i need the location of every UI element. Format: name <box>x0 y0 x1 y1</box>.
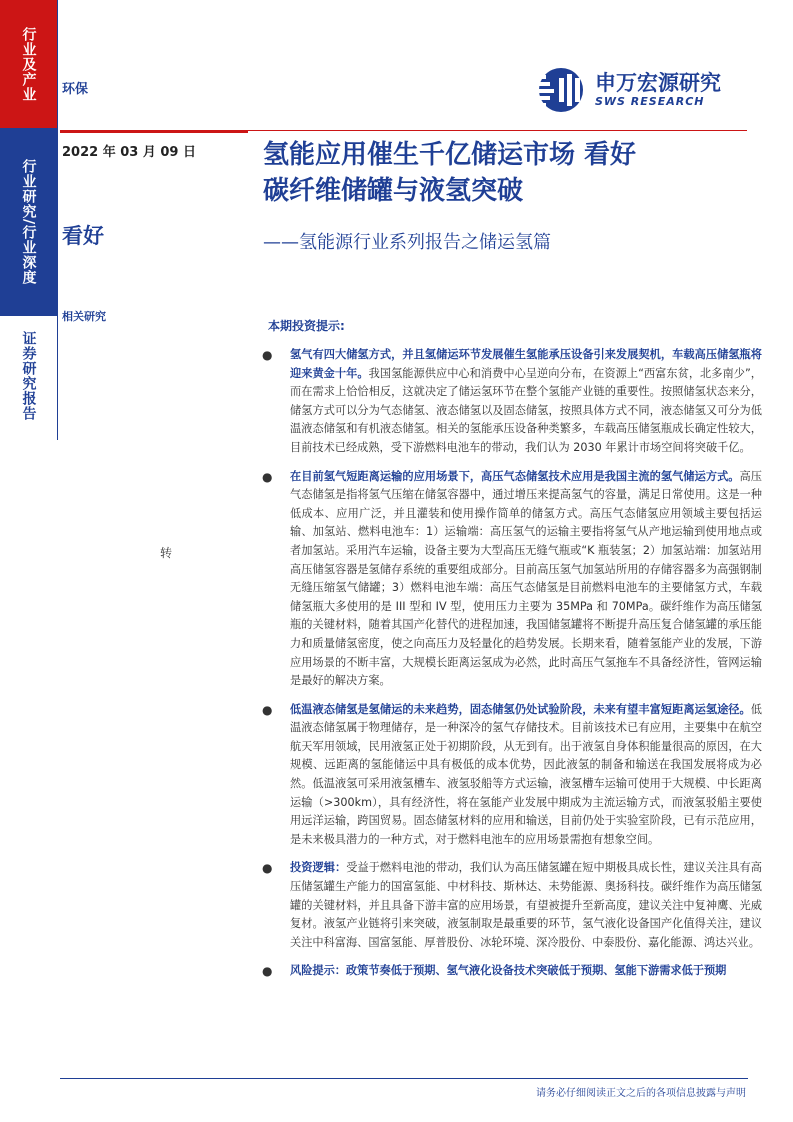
tip-bold: 低温液态储氢是氢储运的未来趋势，固态储氢仍处试验阶段，未来有望丰富短距离运氢途径。 <box>290 702 751 716</box>
logo-en-text: SWS RESEARCH <box>595 95 705 108</box>
related-research-placeholder: 转 <box>160 546 173 560</box>
logo-cn-text: 申万宏源研究 <box>595 71 721 95</box>
investment-tips-list <box>262 346 762 981</box>
bullet-icon: ● <box>262 348 273 362</box>
sidebar-tab-industry <box>0 0 57 128</box>
sidebar-divider <box>57 0 58 440</box>
sidebar-tab-report-label: 证券研究报告 <box>20 331 37 421</box>
rating-label: 看好 <box>62 224 104 248</box>
tip-item <box>262 701 762 850</box>
sidebar-tab-research-type-label: 行业研究/行业深度 <box>20 158 37 286</box>
report-title-line1: 氢能应用催生千亿储运市场 看好 <box>263 140 637 170</box>
bullet-icon: ● <box>262 964 273 979</box>
report-date: 2022 年 03 月 09 日 <box>62 145 196 160</box>
tip-text: 高压气态储氢是指将氢气压缩在储氢容器中，通过增压来提高氢气的容量，满足日常使用。这是一种低成本、应用广泛，并且灌装和使用操作简单的储氢方式。高压气态储氢应用领域主要包括运输、加氢站、燃料电池车：1）运输端：高压氢气的运输主要指将氢气从产地运输到使用地点或者加氢站。采用汽车运输，设备主要为大型高压无缝气瓶或“K 瓶装氢；2）加氢站端：加氢站用高压储氢容器是氢储存系统的重要组成部分。目前高压氢气加氢站所用的存储容器多为高强钢制无缝压缩氢气储罐；3）燃料电池车端：高压气态储氢是目前燃料电池车的主要储氢方式，车载储氢瓶大多使用的是 III 型和 IV 型，使用压力主要为 35MPa 和 70MPa。碳纤维作为高压储氢瓶的关键材料，随着其国产化替代的进程加速，我国储氢罐将不断提升高压复合储氢罐的承压能力和质量储氢密度，使之向高压力及轻量化的趋势发展。长期来看，随着氢能产业的发展，下游应用场景的不断丰富，大规模长距离运氢成为必然，此时高压气氢拖车不具备经济性，管网运输是最好的解决方案。 <box>290 469 762 688</box>
sidebar-tab-report <box>0 316 57 436</box>
report-title <box>263 137 763 209</box>
tip-bold: 风险提示：政策节奏低于预期、氢气液化设备技术突破低于预期、氢能下游需求低于预期 <box>290 964 727 978</box>
bullet-icon: ● <box>262 469 273 484</box>
tip-item <box>262 346 762 458</box>
bullet-icon: ● <box>262 702 273 717</box>
tip-bold: 投资逻辑： <box>290 861 347 875</box>
tip-bold: 在目前氢气短距离运输的应用场景下，高压气态储氢技术应用是我国主流的氢气储运方式。 <box>290 469 740 483</box>
sector-label: 环保 <box>62 82 89 97</box>
header-rule-red-thin <box>248 130 747 131</box>
logo-mark-icon <box>535 66 591 114</box>
report-title-line2: 碳纤维储罐与液氢突破 <box>263 176 524 206</box>
tip-text: 我国氢能源供应中心和消费中心呈逆向分布，在资源上“西富东贫，北多南少”，而在需求上恰恰相反，这就决定了储运氢环节在整个氢能产业链的重要性。按照储氢状态来分，储氢方式可以分为气态储氢、液态储氢以及固态储氢，按照具体方式不同，液态储氢又可分为低温液态储氢和有机液态储氢。相关的氢能承压设备种类繁多，车载高压储氢瓶成长确定性较大，目前技术已经成熟，受下游燃料电池车的带动，我们认为 2030 年累计市场空间将突破千亿。 <box>290 366 762 454</box>
header-rule-red-thick <box>60 130 248 133</box>
tip-text: 低温液态储氢属于物理储存，是一种深冷的氢气存储技术。目前该技术已有应用，主要集中在航空航天军用领域，民用液氢正处于初期阶段，从无到有。出于液氢自身体积能量很高的原因，在大规模、远距离的氢能储运中具有极低的成本优势，因此液氢的制备和输送在我国发展将成为必然。低温液氢可采用液氢槽车、液氢驳船等方式运输，液氢槽车运输可使用于大规模、中长距离运输（>300km），具有经济性，将在氢能产业发展中期成为主流运输方式，而液氢驳船主要使用远洋运输，跨国贸易。固态储氢材料的应用和输送，目前仍处于实验室阶段，已有示范应用，是未来极具潜力的一种方式，对于燃料电池车的应用场景需抱有想象空间。 <box>290 702 762 846</box>
tip-item <box>262 859 762 952</box>
footer-rule <box>60 1078 748 1079</box>
investment-tips-heading: 本期投资提示: <box>268 319 345 333</box>
sidebar-tab-research-type <box>0 128 57 316</box>
report-subtitle: ——氢能源行业系列报告之储运氢篇 <box>263 232 551 253</box>
tip-item <box>262 962 762 981</box>
footer-disclaimer: 请务必仔细阅读正文之后的各项信息披露与声明 <box>536 1088 746 1099</box>
tip-bold: 氢气有四大储氢方式，并且氢储运环节发展催生氢能承压设备引来发展契机，车载高压储氢瓶将迎来黄金十年。 <box>290 348 762 380</box>
company-logo <box>535 66 750 114</box>
bullet-icon: ● <box>262 861 273 876</box>
related-research-heading: 相关研究 <box>62 310 106 323</box>
tip-item <box>262 468 762 691</box>
sidebar-tab-industry-label: 行业及产业 <box>20 26 37 102</box>
tip-text: 受益于燃料电池的带动，我们认为高压储氢罐在短中期极具成长性，建议关注具有高压储氢罐生产能力的国富氢能、中材科技、斯林达、未势能源、奥扬科技。碳纤维作为高压储氢罐的关键材料，并且具备下游丰富的应用场景，有望被提升至新高度，建议关注中复神鹰、光威复材。液氢产业链将引来突破，液氢制取是最重要的环节，氢气液化设备国产化值得关注，建议关注中科富海、国富氢能、厚普股份、冰轮环境、深冷股份、中泰股份、嘉化能源、鸿达兴业。 <box>290 861 762 949</box>
